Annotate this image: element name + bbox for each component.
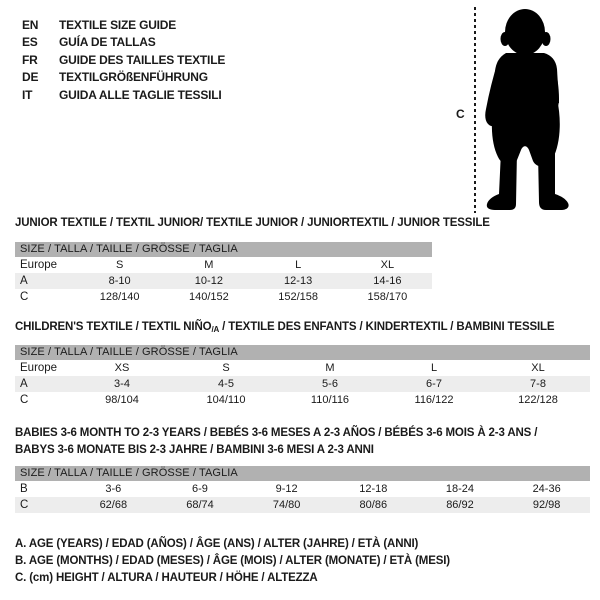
- language-code: FR: [22, 52, 38, 67]
- row-label: Europe: [20, 361, 58, 374]
- row-label: C: [20, 290, 29, 303]
- cell: 8-10: [75, 273, 164, 289]
- cell: L: [295, 258, 302, 271]
- row-label: A: [15, 273, 75, 289]
- cell: 10-12: [164, 273, 253, 289]
- cell: 152/158: [278, 290, 318, 303]
- height-measure-label: C: [456, 107, 465, 121]
- cell: L: [430, 361, 438, 374]
- children-table-title: [15, 319, 554, 339]
- language-label: GUÍA DE TALLAS: [59, 35, 156, 50]
- cell: 116/122: [414, 393, 454, 406]
- height-measure-dotted-line: [474, 7, 476, 213]
- cell: 98/104: [105, 393, 139, 406]
- cell: 12-13: [254, 273, 343, 289]
- table-row: [15, 360, 590, 376]
- cell: 80/86: [330, 497, 417, 513]
- cell: 92/98: [503, 497, 590, 513]
- junior-table-title: JUNIOR TEXTILE / TEXTIL JUNIOR/ TEXTILE JUNIOR / JUNIORTEXTIL / JUNIOR TESSILE: [15, 217, 490, 229]
- cell: 62/68: [70, 497, 157, 513]
- cell: 86/92: [417, 497, 504, 513]
- babies-table-title: [15, 425, 537, 458]
- babies-size-table: [15, 466, 590, 513]
- language-label: GUIDA ALLE TAGLIE TESSILI: [59, 87, 222, 102]
- cell: 74/80: [243, 497, 330, 513]
- cell: 18-24: [445, 482, 475, 495]
- cell: 9-12: [275, 482, 298, 495]
- cell: XL: [531, 361, 545, 374]
- cell: 4-5: [174, 376, 278, 392]
- title-line-2: BABYS 3-6 MONATE BIS 2-3 JAHRE / BAMBINI 3-6 MESI A 2-3 ANNI: [15, 443, 374, 456]
- title-text: CHILDREN'S TEXTILE / TEXTIL NIÑO: [15, 321, 212, 333]
- row-label: B: [20, 482, 28, 495]
- junior-size-table: [15, 242, 432, 305]
- table-row: [15, 481, 590, 497]
- title-line-1: BABIES 3-6 MONTH TO 2-3 YEARS / BEBÉS 3-6 MESES A 2-3 AÑOS / BÉBÉS 3-6 MOIS À 2-3 ANS /: [15, 427, 538, 439]
- language-row-es: [22, 34, 225, 52]
- footnote-legend: [15, 536, 450, 587]
- language-list: [22, 16, 225, 104]
- cell: M: [325, 361, 335, 374]
- row-label: A: [15, 376, 70, 392]
- table-row: [15, 289, 432, 305]
- language-row-it: [22, 86, 225, 104]
- language-label: TEXTILGRÖßENFÜHRUNG: [59, 70, 208, 85]
- cell: 128/140: [99, 290, 140, 303]
- cell: 14-16: [343, 273, 432, 289]
- row-label: Europe: [20, 258, 58, 271]
- size-header-label: SIZE / TALLA / TAILLE / GRÖSSE / TAGLIA: [15, 242, 432, 257]
- cell: 7-8: [486, 376, 590, 392]
- size-header-bar: [15, 242, 432, 257]
- table-row: [15, 392, 590, 408]
- row-label: C: [15, 497, 70, 513]
- size-header-bar: [15, 345, 590, 360]
- cell: 6-9: [192, 482, 208, 495]
- table-row: [15, 376, 590, 392]
- footnote-c: C. (cm) HEIGHT / ALTURA / HAUTEUR / HÖHE / ALTEZZA: [15, 572, 318, 584]
- cell: 12-18: [359, 482, 388, 495]
- children-size-table: [15, 345, 590, 408]
- language-code: DE: [22, 70, 39, 85]
- language-code: IT: [22, 87, 33, 102]
- cell: 104/110: [206, 393, 246, 406]
- title-text: / TEXTILE DES ENFANTS / KINDERTEXTIL / BAMBINI TESSILE: [219, 321, 555, 333]
- language-row-en: [22, 16, 225, 34]
- cell: 3-4: [70, 376, 174, 392]
- toddler-silhouette-icon: [479, 5, 577, 211]
- cell: 140/152: [188, 290, 229, 303]
- language-row-fr: [22, 51, 225, 69]
- cell: XL: [380, 258, 395, 271]
- size-header-label: SIZE / TALLA / TAILLE / GRÖSSE / TAGLIA: [15, 466, 590, 481]
- cell: 158/170: [367, 290, 408, 303]
- footnote-a: A. AGE (YEARS) / EDAD (AÑOS) / ÂGE (ANS) / ALTER (JAHRE) / ETÀ (ANNI): [15, 538, 419, 550]
- cell: 6-7: [382, 376, 486, 392]
- size-header-label: SIZE / TALLA / TAILLE / GRÖSSE / TAGLIA: [15, 345, 590, 360]
- cell: 122/128: [518, 393, 558, 406]
- table-row: [15, 273, 432, 289]
- language-code: ES: [22, 35, 38, 50]
- cell: 110/116: [310, 393, 350, 406]
- cell: 24-36: [532, 482, 561, 495]
- language-code: EN: [22, 17, 39, 32]
- language-label: TEXTILE SIZE GUIDE: [59, 17, 177, 32]
- cell: 68/74: [157, 497, 244, 513]
- table-row: [15, 497, 590, 513]
- footnote-b: B. AGE (MONTHS) / EDAD (MESES) / ÂGE (MOIS) / ALTER (MONATE) / ETÀ (MESI): [15, 555, 450, 567]
- cell: M: [204, 258, 214, 271]
- row-label: C: [20, 393, 29, 406]
- title-subscript: /A: [211, 325, 220, 334]
- table-row: [15, 257, 432, 273]
- size-header-bar: [15, 466, 590, 481]
- language-row-de: [22, 69, 225, 87]
- cell: S: [115, 258, 124, 271]
- cell: S: [222, 361, 230, 374]
- cell: 3-6: [105, 482, 122, 495]
- cell: XS: [114, 361, 130, 374]
- cell: 5-6: [278, 376, 382, 392]
- language-label: GUIDE DES TAILLES TEXTILE: [59, 52, 226, 67]
